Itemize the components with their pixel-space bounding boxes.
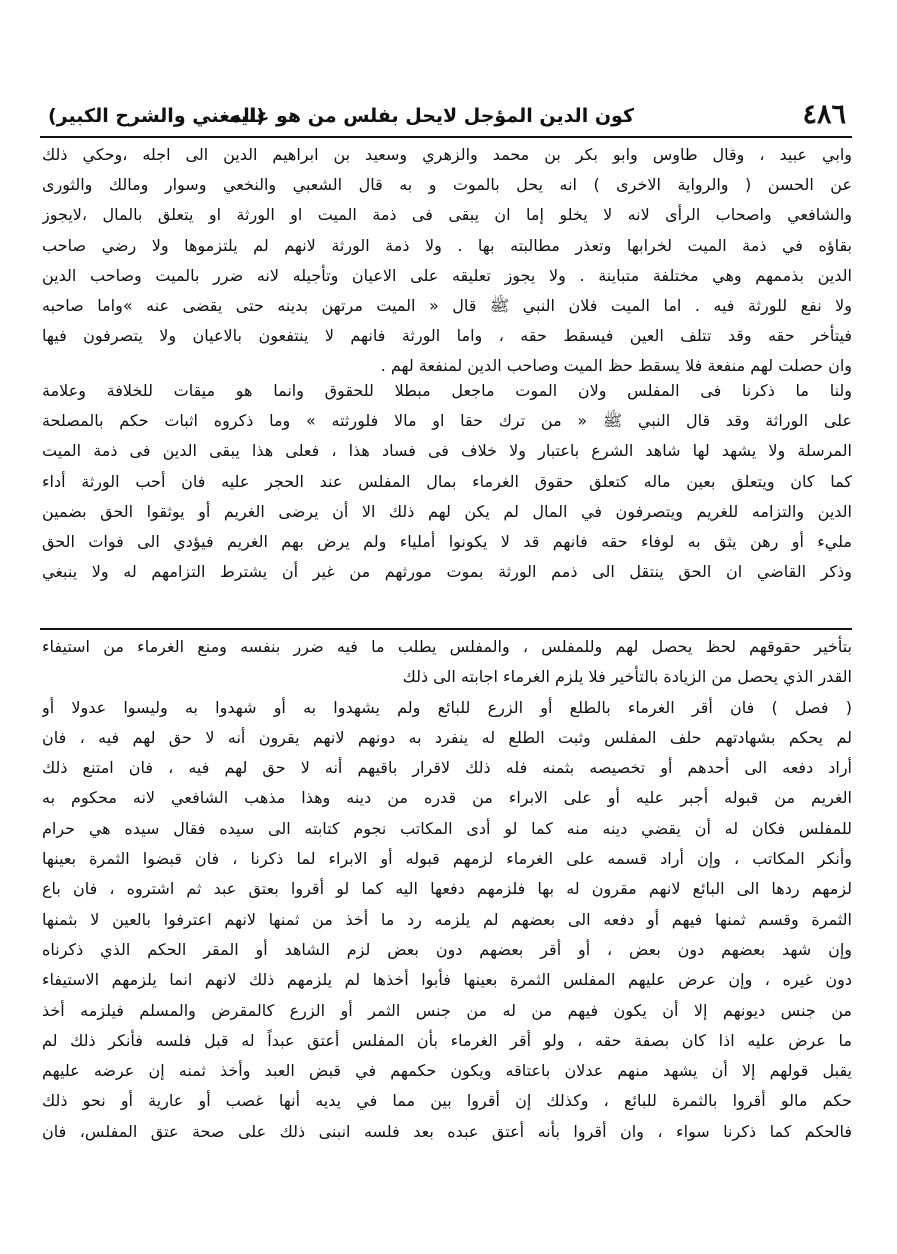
text-line: دون غيره ، وإن عرض عليهم المفلس الثمرة بعينها فأبوا أخذها لم يلزمهم ذلك لانهم انما يلزمهم الاستيفاء xyxy=(42,970,852,990)
page-number: ٤٨٦ xyxy=(802,99,846,130)
text-line: فالحكم كما ذكرنا سواء ، وان أقروا بأنه أعتق عبده بعد فلسه انبنى ذلك على صحة عتق المفلس، فان xyxy=(42,1121,852,1141)
text-line: حكم مالو أقروا بالثمرة للبائع ، وكذلك إن أقروا بين مما في يديه أنها غصب أو عارية أو نحو ذلك xyxy=(42,1091,852,1111)
page-header xyxy=(40,98,852,134)
text-line: من جنس ديونهم إلا أن يكون فيهم من له من جنس الثمر أو الزرع كالمقرض والمسلم فيلزمه أخذ xyxy=(42,1000,852,1020)
text-line: ما عرض عليه اذا كان بصفة حقه ، ولو أقر الغرماء بأن المفلس أعتق عبداً له قبل فلسه فأنكر ذلك لم xyxy=(42,1030,852,1050)
text-line: الثمرة وقسم ثمنها فيهم أو دفعه الى بعضهم لم يلزمه رد ما أخذ من ثمنها لانهم اعترفوا بالعين لا بثمنها xyxy=(42,909,852,929)
text-line: على الوراثة وقد قال النبي ﷺ « من ترك حقا او مالا فلورثته » وما ذكروه اثبات حكم بالمصلحة xyxy=(42,411,852,431)
text-line: للمفلس فكان له أن يقضي دينه منه كما لو أدى المكاتب نجوم كتابته الى سيده فقال سيده هي حرام xyxy=(42,818,852,838)
text-line: فيتأخر حقه وقد تتلف العين فيسقط حقه ، واما الورثة فانهم لا ينتفعون بالاعيان ولا يتصرفون فيها xyxy=(42,326,852,346)
text-section-a xyxy=(42,140,852,382)
text-line: المرسلة ولا يشهد لها شاهد الشرع باعتبار ولا خلاف فى فساد هذا ، فعلى هذا يبقى الدين فى ذمة الميت xyxy=(42,441,852,461)
text-line: بقاؤه في ذمة الميت لخرابها وتعذر مطالبته بها . ولا ذمة الورثة لانهم لم يلتزموها ولا رضي صاحب xyxy=(42,235,852,255)
text-line: وان حصلت لهم منفعة فلا يسقط حظ الميت وصاحب الدين لمنفعة لهم . xyxy=(380,356,852,376)
running-title: كون الدين المؤجل لايحل بفلس من هو عليه xyxy=(229,105,634,127)
text-line: يقبل قولهم إلا أن يشهد منهم عدلان باعتاقه ويكون حكمهم في قبض العبد وأخذ ثمنه إن عرضه عليهم xyxy=(42,1061,852,1081)
text-line: ولنا ما ذكرنا فى المفلس ولان الموت ماجعل مبطلا للحقوق وانما هو ميقات للخلافة وعلامة xyxy=(42,381,852,400)
text-line: وابي عبيد ، وقال طاوس وابو بكر بن محمد والزهري وسعيد بن ابراهيم الدين الى اجله ،وحكي ذلك xyxy=(42,145,852,164)
book-title: (المغني والشرح الكبير) xyxy=(48,105,266,127)
text-line: القدر الذي يحصل من الزيادة بالتأخير فلا يلزم الغرماء اجابته الى ذلك xyxy=(402,667,852,687)
text-line: لم يحكم بشهادتهم حلف المفلس وثبت الطلع له ينفرد به دونهم لانهم يقرون أنه لا حق لهم فيه ، فان xyxy=(42,727,852,747)
text-section-b xyxy=(42,376,852,587)
text-line: كما كان ويتعلق بعين ماله كتعلق حقوق الغرماء بمال المفلس عند الحجر عليه فان أحب الورثة أداء xyxy=(42,471,852,491)
text-line: الدين بذممهم وهي مختلفة متباينة . ولا يجوز تعليقه على الاعيان وتأجيله لانه ضرر بالميت وصاحب الدين xyxy=(42,265,852,285)
text-line: مليء أو رهن يثق به لوفاء حقه فانهم قد لا يكونوا أملياء ولم يرض بهم الغريم فيؤدي الى فوات الحق xyxy=(42,531,852,551)
text-line: والشافعي واصحاب الرأى لانه لا يخلو إما ان يبقى فى ذمة الميت او الورثة او يتعلق بالمال ،لايجوز xyxy=(42,205,852,225)
text-line: وإن شهد بعضهم دون بعض ، أو أقر بعضهم دون بعض لزم الشاهد أو المقر الحكم الذي ذكرناه xyxy=(42,939,852,959)
header-rule xyxy=(40,136,852,138)
text-section-c xyxy=(42,632,852,1147)
text-line: ولا نفع للورثة فيه . اما الميت فلان النبي ﷺ قال « الميت مرتهن بدينه حتى يقضى عنه »واما صاحبه xyxy=(42,295,852,315)
text-line: بتأخير حقوقهم لحظ يحصل لهم وللمفلس ، والمفلس يطلب ما فيه ضرر بنفسه ومنع الغرماء من استيفاء xyxy=(42,637,852,656)
text-line: وأنكر المكاتب ، وإن أراد قسمه على الغرماء لزمهم قبوله أو الابراء لما ذكرنا ، فان قبضوا الثمرة بعينها xyxy=(42,849,852,869)
text-line: الغريم من قبوله أجبر عليه أو على الابراء من قدره من دينه وهذا مذهب الشافعي لانه محكوم به xyxy=(42,788,852,808)
text-line: وذكر القاضي ان الحق ينتقل الى ذمم الورثة بموت مورثهم من غير أن يشترط التزامهم له ولا ينبغي xyxy=(42,562,852,582)
text-line: عن الحسن ( والرواية الاخرى ) انه يحل بالموت و به قال الشعبي والنخعي وسوار ومالك والثورى xyxy=(42,175,852,195)
text-line: ( فصل ) فان أقر الغرماء بالطلع أو الزرع للبائع ولم يشهدوا به أو شهدوا به وليسوا عدولا أو xyxy=(42,697,852,717)
text-line: لزمهم ردها الى البائع لانهم مقرون له بها فلزمهم دفعها اليه كما لو أقروا بعتق عبد ثم اشتروه ، فان باع xyxy=(42,879,852,899)
section-divider xyxy=(40,628,852,630)
text-line: الدين والتزامه للغريم ويتصرفون في المال لم يكن لهم ذلك الا أن يرضى الغريم أو يوثقوا الحق بضمين xyxy=(42,501,852,521)
text-line: أراد دفعه الى أحدهم أو تخصيصه بثمنه فله ذلك لاقرار باقيهم أنه لا حق لهم فيه ، فان امتنع ذلك xyxy=(42,758,852,778)
